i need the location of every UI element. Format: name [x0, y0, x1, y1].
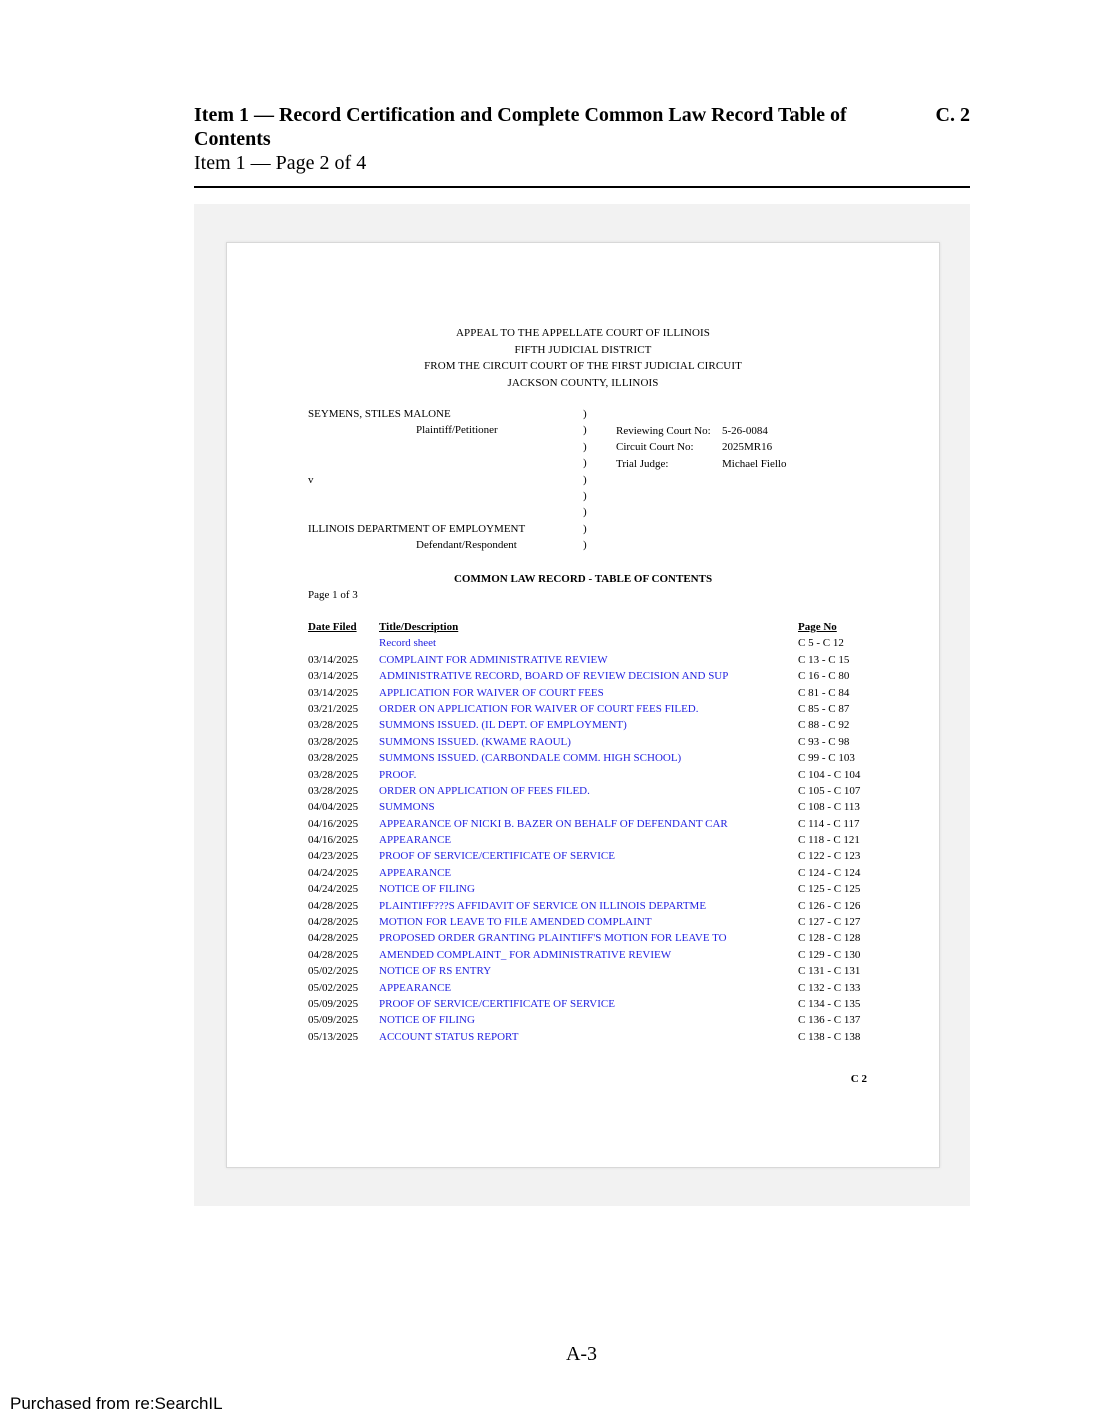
court-line: APPEAL TO THE APPELLATE COURT OF ILLINOIS — [455, 327, 710, 339]
toc-row — [308, 783, 868, 799]
toc-date: 03/28/2025 — [308, 719, 359, 732]
toc-title-link[interactable]: ORDER ON APPLICATION FOR WAIVER OF COURT FEES FILED. — [379, 702, 699, 715]
toc-title-link[interactable]: APPEARANCE — [379, 866, 452, 879]
toc-row — [308, 816, 868, 832]
toc-title-link[interactable]: ACCOUNT STATUS REPORT — [379, 1030, 519, 1043]
toc-row — [308, 635, 868, 651]
toc-date: 03/28/2025 — [308, 784, 359, 797]
toc-date: 04/24/2025 — [308, 883, 359, 896]
toc-page-range: C 93 - C 98 — [798, 735, 850, 748]
toc-header-row — [308, 619, 868, 635]
toc-page-range: C 127 - C 127 — [798, 916, 861, 929]
circuit-court-no: 2025MR16 — [722, 441, 773, 454]
toc-row — [308, 685, 868, 701]
toc-title-link[interactable]: ADMINISTRATIVE RECORD, BOARD OF REVIEW DECISION AND SUP — [379, 670, 729, 683]
caption-paren: ) — [583, 440, 587, 453]
toc-page-range: C 131 - C 131 — [798, 965, 861, 978]
court-heading — [227, 325, 939, 391]
reviewing-court-label: Reviewing Court No: — [616, 425, 711, 437]
item-subtitle: Item 1 — Page 2 of 4 — [194, 152, 367, 174]
toc-row — [308, 750, 868, 766]
item-cite: C. 2 — [935, 104, 970, 126]
reviewing-court-row — [616, 423, 836, 439]
plaintiff-role: Plaintiff/Petitioner — [416, 424, 498, 437]
toc-title: COMMON LAW RECORD - TABLE OF CONTENTS — [453, 573, 713, 585]
toc-title-link[interactable]: PROOF. — [379, 768, 417, 781]
page-footer-label: A-3 — [565, 1343, 598, 1365]
toc-title-link[interactable]: ORDER ON APPLICATION OF FEES FILED. — [379, 784, 590, 797]
toc-page-range: C 124 - C 124 — [798, 866, 861, 879]
toc-row — [308, 1012, 868, 1028]
header-rule — [194, 186, 970, 188]
toc-date: 04/24/2025 — [308, 866, 359, 879]
toc-date: 05/02/2025 — [308, 965, 359, 978]
toc-rows — [308, 635, 868, 1045]
toc-page-range: C 13 - C 15 — [798, 653, 850, 666]
toc-row — [308, 980, 868, 996]
toc-date: 05/02/2025 — [308, 981, 359, 994]
toc-title-link[interactable]: Record sheet — [379, 637, 437, 650]
trial-judge-label: Trial Judge: — [616, 457, 669, 470]
toc-date: 03/28/2025 — [308, 752, 359, 765]
toc-date: 04/28/2025 — [308, 899, 359, 912]
toc-title-link[interactable]: SUMMONS ISSUED. (CARBONDALE COMM. HIGH SCHOOL) — [379, 752, 682, 765]
toc-row — [308, 701, 868, 717]
toc-page-range: C 104 - C 104 — [798, 768, 861, 781]
toc-title-link[interactable]: PROPOSED ORDER GRANTING PLAINTIFF'S MOTION FOR LEAVE TO — [379, 932, 727, 945]
document-viewer — [194, 204, 970, 1206]
circuit-court-row — [616, 439, 836, 455]
toc-page-range: C 99 - C 103 — [798, 752, 855, 765]
toc-page-range: C 138 - C 138 — [798, 1030, 861, 1043]
toc-date: 05/09/2025 — [308, 1014, 359, 1027]
toc-date: 04/23/2025 — [308, 850, 359, 863]
toc-title-link[interactable]: SUMMONS ISSUED. (IL DEPT. OF EMPLOYMENT) — [379, 719, 627, 732]
toc-row — [308, 717, 868, 733]
toc-date: 05/09/2025 — [308, 997, 359, 1010]
toc-row — [308, 652, 868, 668]
toc-row — [308, 898, 868, 914]
toc-row — [308, 947, 868, 963]
item-header — [194, 103, 970, 175]
caption-paren: ) — [583, 522, 587, 535]
toc-title-link[interactable]: APPEARANCE OF NICKI B. BAZER ON BEHALF OF DEFENDANT CAR — [379, 817, 728, 830]
toc-date: 04/28/2025 — [308, 916, 359, 929]
col-title-header: Title/Description — [379, 621, 459, 633]
toc-page-range: C 132 - C 133 — [798, 981, 861, 994]
page-cite: C 2 — [850, 1073, 867, 1085]
caption-paren: ) — [583, 506, 587, 519]
caption-paren: ) — [583, 539, 587, 552]
toc-page-count: Page 1 of 3 — [308, 589, 358, 601]
case-caption-parties — [308, 406, 578, 554]
toc-title-link[interactable]: APPLICATION FOR WAIVER OF COURT FEES — [379, 686, 604, 699]
toc-date: 04/28/2025 — [308, 948, 359, 961]
toc-date: 04/04/2025 — [308, 801, 359, 814]
toc-row — [308, 799, 868, 815]
toc-date: 03/14/2025 — [308, 670, 359, 683]
toc-title-link[interactable]: PROOF OF SERVICE/CERTIFICATE OF SERVICE — [379, 850, 615, 863]
toc-title-link[interactable]: MOTION FOR LEAVE TO FILE AMENDED COMPLAINT — [379, 916, 652, 929]
toc-date: 04/16/2025 — [308, 817, 359, 830]
toc-row — [308, 914, 868, 930]
plaintiff-name: SEYMENS, STILES MALONE — [308, 408, 451, 420]
toc-title-link[interactable]: APPEARANCE — [379, 834, 452, 847]
toc-title-link[interactable]: SUMMONS — [379, 801, 435, 814]
court-line: FROM THE CIRCUIT COURT OF THE FIRST JUDICIAL CIRCUIT — [424, 360, 742, 372]
toc-title-link[interactable]: COMPLAINT FOR ADMINISTRATIVE REVIEW — [379, 653, 608, 666]
toc-date: 03/28/2025 — [308, 768, 359, 781]
toc-row — [308, 848, 868, 864]
toc-row — [308, 767, 868, 783]
toc-page-range: C 118 - C 121 — [798, 834, 860, 847]
toc-row — [308, 1029, 868, 1045]
toc-page-range: C 125 - C 125 — [798, 883, 861, 896]
toc-date: 04/16/2025 — [308, 834, 359, 847]
toc-date: 03/14/2025 — [308, 686, 359, 699]
toc-title-link[interactable]: SUMMONS ISSUED. (KWAME RAOUL) — [379, 735, 571, 748]
toc-row — [308, 996, 868, 1012]
trial-judge-name: Michael Fiello — [722, 457, 787, 470]
caption-paren: ) — [583, 408, 587, 420]
trial-judge-row — [616, 456, 836, 472]
toc-title-link[interactable]: PLAINTIFF???S AFFIDAVIT OF SERVICE ON ILLINOIS DEPARTME — [379, 899, 707, 912]
caption-paren: ) — [583, 457, 587, 470]
toc-date: 04/28/2025 — [308, 932, 359, 945]
toc-page-range: C 105 - C 107 — [798, 784, 861, 797]
toc-date: 03/14/2025 — [308, 653, 359, 666]
toc-row — [308, 963, 868, 979]
toc-row — [308, 668, 868, 684]
col-page-header: Page No — [798, 621, 837, 633]
toc-page-range: C 129 - C 130 — [798, 948, 861, 961]
toc-page-range: C 122 - C 123 — [798, 850, 861, 863]
toc-page-range: C 81 - C 84 — [798, 686, 850, 699]
case-numbers — [616, 423, 836, 472]
col-date-header: Date Filed — [308, 621, 357, 633]
reviewing-court-no: 5-26-0084 — [722, 425, 768, 437]
versus-label: v — [308, 473, 314, 486]
toc-date: 05/13/2025 — [308, 1030, 359, 1043]
toc-date: 03/21/2025 — [308, 702, 359, 715]
item-title: Item 1 — Record Certification and Complete Common Law Record Table of Contents — [194, 104, 847, 150]
toc-title-link[interactable]: APPEARANCE — [379, 981, 452, 994]
toc-page-range: C 128 - C 128 — [798, 932, 861, 945]
circuit-court-label: Circuit Court No: — [616, 441, 694, 454]
toc-page-range: C 114 - C 117 — [798, 817, 860, 830]
toc-page-range: C 5 - C 12 — [798, 637, 844, 650]
court-line: JACKSON COUNTY, ILLINOIS — [507, 376, 659, 389]
toc-page-range: C 136 - C 137 — [798, 1014, 861, 1027]
toc-date: 03/28/2025 — [308, 735, 359, 748]
toc-title-link[interactable]: PROOF OF SERVICE/CERTIFICATE OF SERVICE — [379, 997, 615, 1010]
caption-parentheses — [583, 406, 595, 554]
defendant-role: Defendant/Respondent — [416, 539, 517, 552]
toc-page-range: C 88 - C 92 — [798, 719, 850, 732]
toc-row — [308, 832, 868, 848]
toc-row — [308, 930, 868, 946]
court-line: FIFTH JUDICIAL DISTRICT — [514, 343, 652, 356]
document-page — [226, 242, 940, 1168]
toc-date — [308, 635, 379, 651]
toc-title-link[interactable]: NOTICE OF FILING — [379, 1014, 475, 1027]
toc-page-range: C 16 - C 80 — [798, 670, 850, 683]
defendant-name: ILLINOIS DEPARTMENT OF EMPLOYMENT — [308, 522, 526, 535]
toc-title-link[interactable]: NOTICE OF RS ENTRY — [379, 965, 492, 978]
caption-paren: ) — [583, 424, 587, 437]
toc-title-link[interactable]: AMENDED COMPLAINT_ FOR ADMINISTRATIVE REVIEW — [379, 948, 672, 961]
toc-row — [308, 865, 868, 881]
caption-paren: ) — [583, 473, 587, 486]
toc-page-range: C 108 - C 113 — [798, 801, 860, 814]
toc-row — [308, 881, 868, 897]
toc-row — [308, 734, 868, 750]
purchased-note: Purchased from re:SearchIL — [10, 1394, 223, 1413]
toc-page-range: C 134 - C 135 — [798, 997, 861, 1010]
caption-paren: ) — [583, 490, 587, 503]
toc-title-link[interactable]: NOTICE OF FILING — [379, 883, 475, 896]
toc-page-range: C 85 - C 87 — [798, 702, 850, 715]
toc-table — [308, 619, 868, 1045]
item-header-row — [194, 103, 970, 151]
toc-page-range: C 126 - C 126 — [798, 899, 861, 912]
